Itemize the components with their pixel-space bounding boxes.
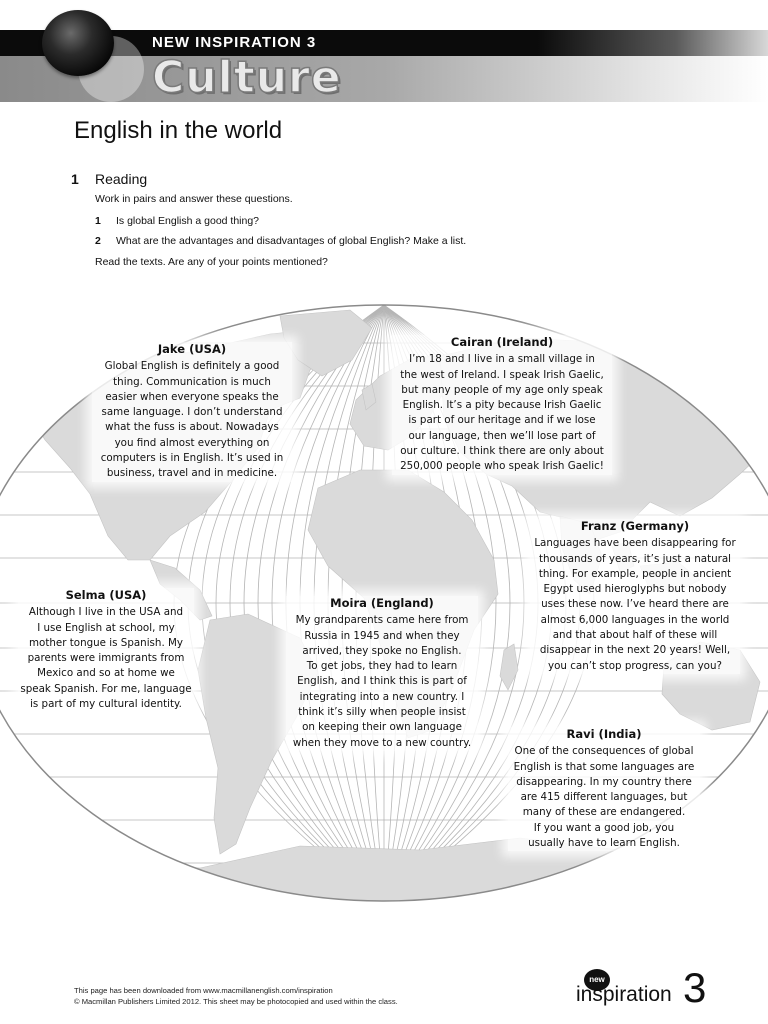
text-line: mother tongue is Spanish. My [29, 636, 183, 649]
text-line: what the fuss is about. Nowadays [105, 421, 279, 434]
text-line: on keeping their own language [302, 721, 462, 734]
question-text: Is global English a good thing? [116, 215, 260, 227]
page-title: English in the world [74, 117, 283, 144]
speaker-name: Selma (USA) [65, 588, 147, 602]
text-line: easier when everyone speaks the [105, 390, 279, 403]
text-line: you find almost everything on [114, 436, 270, 449]
text-line: almost 6,000 languages in the world [540, 613, 730, 626]
text-line: parents were immigrants from [27, 652, 185, 665]
question-number: 2 [95, 235, 101, 247]
text-line: disappear in the next 20 years! Well, [539, 644, 731, 657]
series-title: NEW INSPIRATION 3 [152, 34, 317, 51]
text-ravi [508, 727, 700, 851]
exercise-instruction: Work in pairs and answer these questions. [95, 193, 293, 205]
text-line: Although I live in the USA and [28, 606, 184, 619]
text-line: Mexico and so at home we [37, 667, 175, 680]
exercise-title: Reading [95, 171, 148, 187]
text-line: same language. I don’t understand [101, 406, 283, 419]
text-selma [18, 588, 194, 712]
text-line: thing. Communication is much [113, 375, 271, 388]
text-line: speak Spanish. For me, language [20, 682, 192, 695]
text-line: Russia in 1945 and when they [304, 629, 460, 642]
text-line: English is that some languages are [513, 760, 695, 773]
text-line: our language, then we’ll lose part of [408, 429, 596, 442]
text-line: thing. For example, people in ancient [538, 567, 732, 580]
text-line: To get jobs, they had to learn [306, 660, 458, 673]
text-line: but many people of my age only speak [401, 383, 603, 396]
speaker-name: Franz (Germany) [580, 519, 690, 533]
copyright-note: © Macmillan Publishers Limited 2012. This sheet may be photocopied and used within the class. [74, 997, 398, 1006]
text-line: are 415 different languages, but [520, 791, 688, 804]
text-line: One of the consequences of global [514, 745, 694, 758]
question-text: What are the advantages and disadvantages of global English? Make a list. [116, 235, 467, 247]
text-line: English, and I think this is part of [297, 675, 467, 688]
question-number: 1 [95, 215, 101, 227]
text-line: Languages have been disappearing for [534, 537, 736, 550]
text-line: and that about half of these will [552, 629, 718, 642]
speaker-name: Jake (USA) [157, 342, 227, 356]
text-line: the west of Ireland. I speak Irish Gaelic, [400, 368, 604, 381]
text-line: English. It’s a pity because Irish Gaelic [402, 399, 602, 412]
text-line: I’m 18 and I live in a small village in [409, 353, 595, 366]
text-line: you can’t stop progress, can you? [548, 659, 722, 672]
text-line: computers is in English. It’s used in [100, 452, 284, 465]
text-line: usually have to learn English. [528, 837, 680, 850]
globe-ball-icon [42, 10, 114, 76]
text-line: uses these now. I’ve heard there are [541, 598, 729, 611]
exercise-number: 1 [71, 171, 79, 187]
text-line: My grandparents came here from [295, 614, 469, 627]
text-moira [286, 596, 478, 751]
world-map [0, 298, 768, 912]
text-line: Egypt used hieroglyphs but nobody [543, 583, 727, 596]
text-line: If you want a good job, you [533, 821, 675, 834]
text-line: when they move to a new country. [292, 736, 472, 749]
text-line: business, travel and in medicine. [106, 467, 278, 480]
new-badge-logo: new [584, 969, 610, 991]
text-line: is part of our heritage and if we lose [408, 414, 596, 427]
speaker-name: Ravi (India) [566, 727, 642, 741]
speaker-name: Moira (England) [330, 596, 434, 610]
text-line: thousands of years, it’s just a natural [538, 552, 732, 565]
text-line: I use English at school, my [37, 621, 175, 634]
read-instruction: Read the texts. Are any of your points mentioned? [95, 256, 328, 268]
section-word: Culture [152, 52, 342, 103]
text-line: arrived, they spoke no English. [302, 644, 462, 657]
text-line: 250,000 people who speak Irish Gaelic! [400, 460, 604, 473]
text-line: integrating into a new country. I [299, 690, 465, 703]
download-note: This page has been downloaded from www.macmillanenglish.com/inspiration [74, 986, 333, 995]
text-line: our culture. I think there are only about [400, 445, 604, 458]
logo-number: 3 [683, 964, 707, 1011]
text-cairan [392, 335, 612, 475]
footer [74, 985, 398, 1007]
text-jake [92, 342, 292, 482]
inspiration-logo: inspiration [576, 983, 672, 1006]
text-line: think it’s silly when people insist [298, 706, 466, 719]
speaker-name: Cairan (Ireland) [450, 335, 554, 349]
text-line: Global English is definitely a good [104, 360, 280, 373]
text-line: is part of my cultural identity. [30, 698, 182, 711]
text-line: many of these are endangered. [522, 806, 686, 819]
text-line: disappearing. In my country there [516, 775, 692, 788]
text-franz [530, 519, 740, 674]
